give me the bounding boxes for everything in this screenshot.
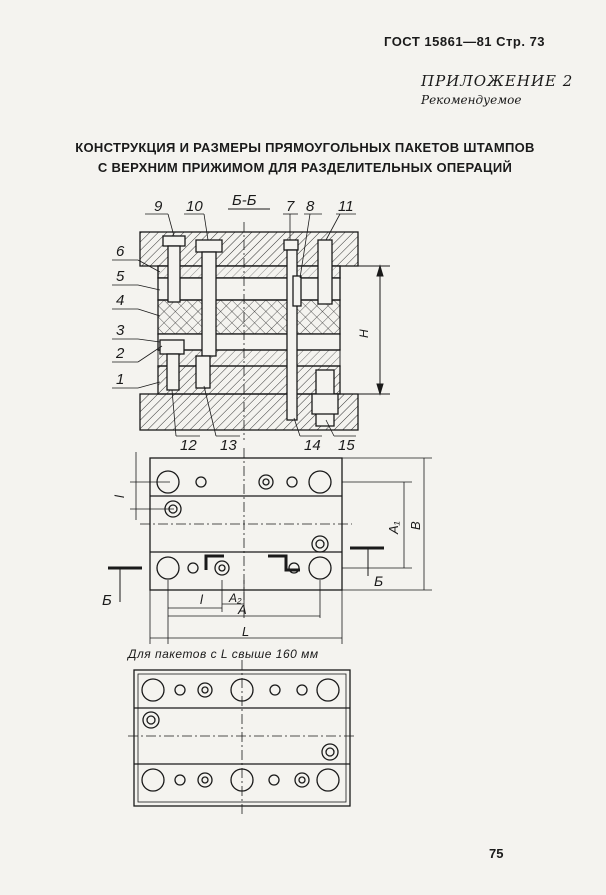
dim-b: B — [408, 521, 423, 530]
callout-8: 8 — [306, 198, 315, 215]
callout-15: 15 — [338, 437, 355, 454]
title-line-1: КОНСТРУКЦИЯ И РАЗМЕРЫ ПРЯМОУГОЛЬНЫХ ПАКЕТОВ ШТАМПОВ — [75, 140, 535, 155]
callout-3: 3 — [116, 322, 125, 339]
callout-9: 9 — [154, 198, 163, 215]
section-view — [140, 222, 358, 440]
section-label: Б-Б — [232, 192, 257, 209]
drawing-caption: Для пакетов с L свыше 160 мм — [128, 647, 319, 661]
callout-1: 1 — [116, 371, 125, 388]
dim-a1: A₁ — [386, 521, 401, 534]
bottom-callouts — [180, 437, 355, 454]
dim-l-bottom: l — [200, 592, 203, 607]
callout-14: 14 — [304, 437, 321, 454]
callout-2: 2 — [116, 345, 125, 362]
callout-4: 4 — [116, 292, 125, 309]
left-callouts — [115, 243, 125, 388]
dim-a: A — [238, 602, 247, 617]
fastener-15 — [312, 370, 338, 426]
callout-5: 5 — [116, 268, 125, 285]
callout-6: 6 — [116, 243, 125, 260]
callout-12: 12 — [180, 437, 197, 454]
callout-10: 10 — [186, 198, 203, 215]
section-mark-left: Б — [102, 592, 112, 609]
plan-view-large — [128, 660, 356, 814]
section-mark-right: Б — [374, 573, 384, 589]
callout-13: 13 — [220, 437, 237, 454]
plan-view — [140, 448, 352, 600]
dim-l-vertical: l — [112, 495, 127, 498]
fastener-13 — [196, 356, 210, 388]
standard-reference: ГОСТ 15861—81 Стр. 73 — [384, 34, 546, 49]
height-label: Н — [357, 329, 371, 338]
appendix-label: ПРИЛОЖЕНИЕ 2 — [421, 72, 574, 90]
fastener-11 — [318, 240, 332, 304]
callout-11: 11 — [338, 198, 354, 215]
appendix-status: Рекомендуемое — [421, 93, 522, 107]
page-number: 75 — [489, 846, 504, 861]
dim-a2: A₂ — [229, 591, 242, 605]
callout-7: 7 — [286, 198, 295, 215]
title-line-2: С ВЕРХНИМ ПРИЖИМОМ ДЛЯ РАЗДЕЛИТЕЛЬНЫХ ОПЕРАЦИЙ — [97, 160, 513, 175]
dim-l-total: L — [242, 624, 250, 639]
